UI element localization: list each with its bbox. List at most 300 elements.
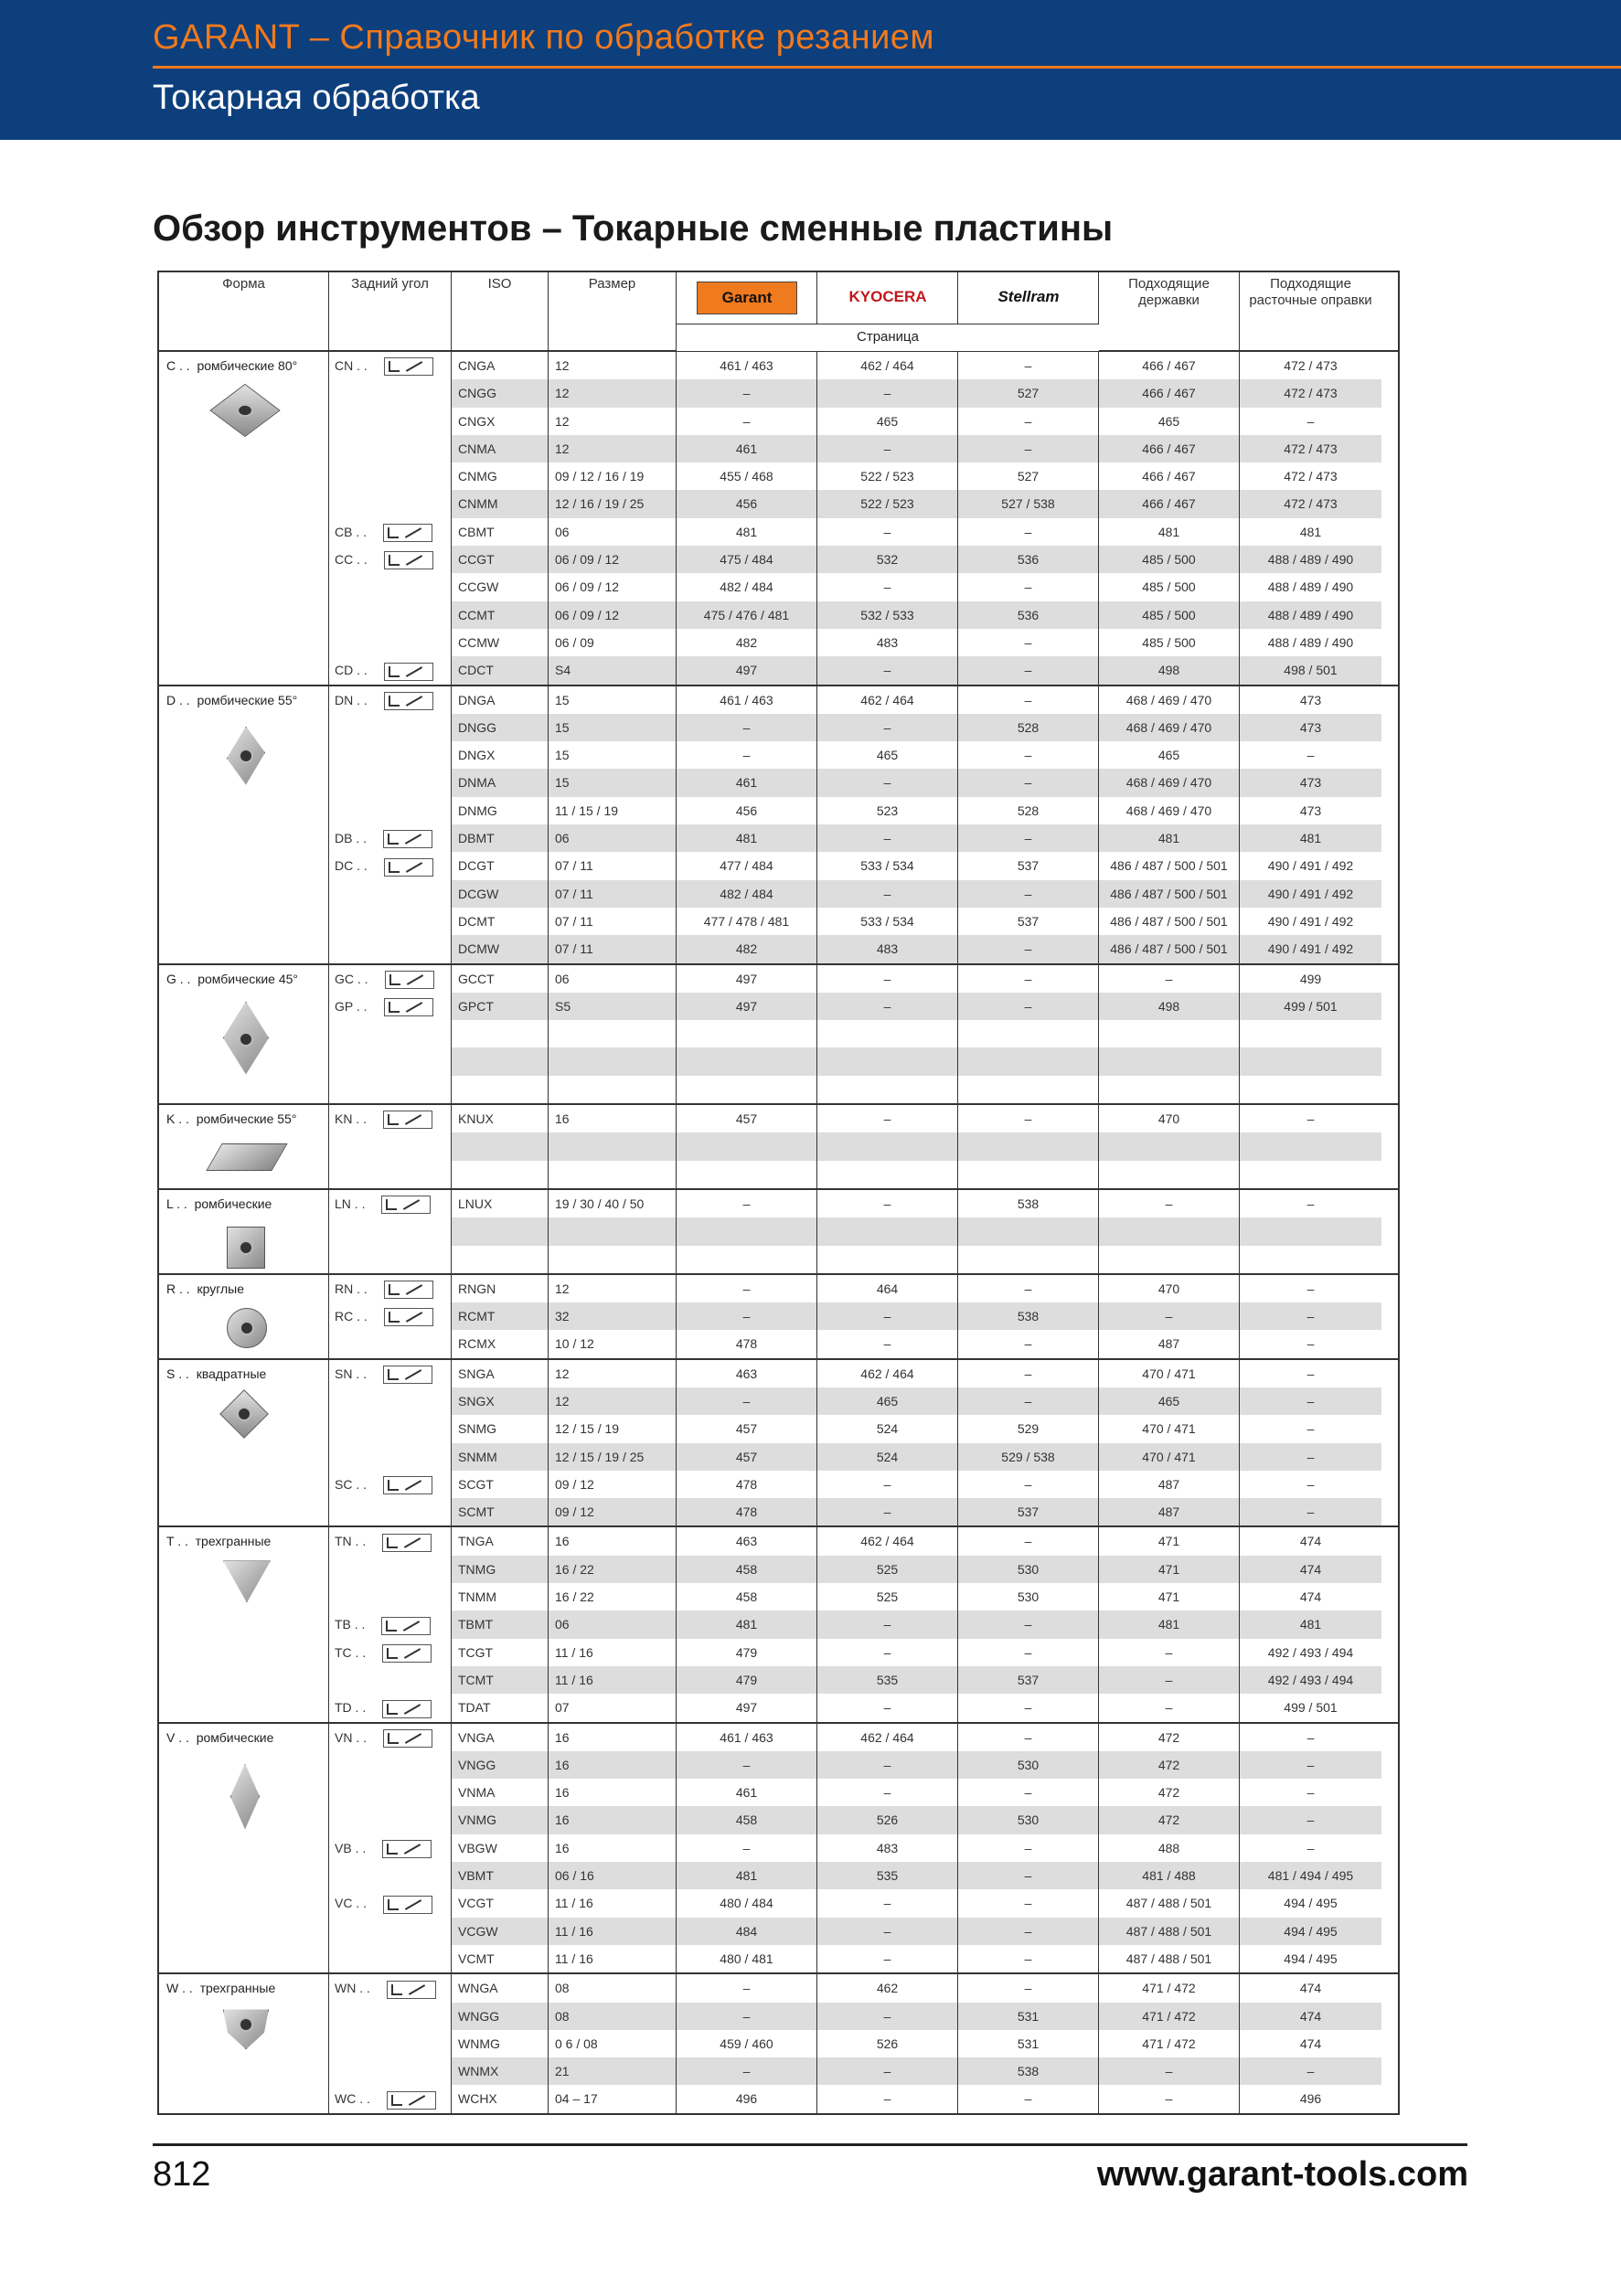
iso-cell: LNUX [452, 1190, 549, 1217]
table-row [159, 686, 1398, 714]
page-ref-cell: – [1240, 1751, 1381, 1779]
table-row [159, 601, 1398, 629]
angle-cell [329, 1666, 452, 1694]
page-ref-cell: – [1306, 1366, 1315, 1381]
angle-cell [329, 1275, 452, 1302]
page-ref-cell: 472 [1099, 1724, 1240, 1751]
page-ref-cell: – [958, 769, 1099, 796]
angle-cell [329, 852, 452, 879]
page-ref-cell: 494 / 495 [1240, 1918, 1381, 1945]
page-ref-cell: 472 [1099, 1751, 1240, 1779]
size-cell: 12 [549, 1360, 677, 1387]
form-cell [159, 1889, 329, 1917]
prefix-label: KN . . [335, 1111, 368, 1127]
iso-cell: SNMG [452, 1415, 549, 1442]
insert-group [159, 1360, 1398, 1528]
page-ref-cell [1240, 1246, 1381, 1273]
page-ref-cell: 481 [677, 518, 817, 546]
page-ref-cell: – [677, 1302, 817, 1330]
group-label [159, 1105, 329, 1132]
angle-cell [329, 1862, 452, 1889]
page-ref-cell: – [958, 686, 1099, 714]
page-ref-cell: – [817, 656, 958, 684]
page-ref-cell: – [677, 1834, 817, 1862]
size-cell: 07 / 11 [549, 908, 677, 935]
page-ref-cell: 466 / 467 [1099, 435, 1240, 462]
table-row [159, 408, 1398, 435]
page-ref-cell [958, 1246, 1099, 1273]
page-ref-cell: 538 [958, 1190, 1099, 1217]
iso-cell: DNMG [452, 797, 549, 824]
page-ref-cell: – [817, 1498, 958, 1525]
page-ref-cell [958, 1132, 1099, 1160]
form-cell [159, 629, 329, 656]
table-row [159, 1583, 1398, 1610]
page-ref-cell: 480 / 481 [677, 1945, 817, 1972]
page-ref-cell: 488 / 489 / 490 [1240, 546, 1381, 573]
angle-cell [329, 1751, 452, 1779]
form-cell [159, 1666, 329, 1694]
page-ref-cell: 470 / 471 [1099, 1360, 1240, 1387]
page-ref-cell: 471 / 472 [1099, 2030, 1240, 2057]
iso-cell: VCGT [452, 1889, 549, 1917]
clearance-angle-icon [385, 971, 434, 989]
page-ref-cell: 474 [1299, 1589, 1322, 1605]
page-ref-cell: 482 / 484 [677, 880, 817, 908]
page-ref-cell [677, 1047, 817, 1075]
iso-cell: CBMT [452, 518, 549, 546]
header-subtitle: Токарная обработка [153, 79, 480, 117]
page-ref-cell [817, 1047, 958, 1075]
angle-cell [329, 714, 452, 741]
angle-cell [329, 1889, 452, 1917]
insert-group [159, 1724, 1398, 1975]
page-ref-cell: 461 / 463 [677, 352, 817, 379]
page-ref-cell: 473 [1299, 803, 1322, 818]
angle-cell [329, 1779, 452, 1806]
prefix-label: GP . . [335, 998, 368, 1014]
page-ref-cell: – [817, 1639, 958, 1666]
page-ref-cell: – [677, 1974, 817, 2002]
page-ref-cell: 457 [677, 1415, 817, 1442]
page-ref-cell: 487 [1099, 1471, 1240, 1498]
page-ref-cell: 530 [958, 1751, 1099, 1779]
table-row [159, 656, 1398, 684]
angle-cell [329, 1076, 452, 1103]
page-ref-cell: – [958, 573, 1099, 601]
page-ref-cell: – [1099, 1694, 1240, 1721]
page-ref-cell [817, 1217, 958, 1245]
page-ref-cell: – [817, 435, 958, 462]
iso-cell: VCMT [452, 1945, 549, 1972]
size-cell: 16 [549, 1834, 677, 1862]
page-ref-cell: – [958, 1387, 1099, 1415]
size-cell: 09 / 12 [549, 1498, 677, 1525]
form-cell [159, 1076, 329, 1103]
prefix-label: DC . . [335, 858, 368, 874]
iso-cell: WCHX [452, 2085, 549, 2112]
table-row [159, 573, 1398, 601]
angle-cell [329, 490, 452, 517]
table-row [159, 1779, 1398, 1806]
size-cell: 19 / 30 / 40 / 50 [549, 1190, 677, 1217]
page-ref-cell: – [817, 714, 958, 741]
page-ref-cell: – [677, 1387, 817, 1415]
table-row [159, 1862, 1398, 1889]
group-name: ромбические 55° [197, 692, 298, 707]
iso-cell: CCGT [452, 546, 549, 573]
iso-cell [452, 1246, 549, 1273]
group-name: ромбические [196, 1729, 274, 1745]
page-ref-cell: 528 [958, 714, 1099, 741]
page-ref-cell: 472 / 473 [1240, 435, 1381, 462]
table-row [159, 1330, 1398, 1357]
page-ref-cell: 529 / 538 [958, 1443, 1099, 1471]
page-ref-cell: 522 / 523 [817, 462, 958, 490]
table-row [159, 518, 1398, 546]
size-cell: 04 – 17 [549, 2085, 677, 2112]
page-ref-cell: 482 [677, 935, 817, 962]
page-ref-cell: 474 [1299, 1981, 1322, 1996]
iso-cell: CNMG [452, 462, 549, 490]
size-cell: 06 [549, 1610, 677, 1638]
page-ref-cell: 470 / 471 [1099, 1415, 1240, 1442]
group-label [159, 352, 329, 379]
group-code: G . . [166, 971, 191, 986]
page-ref-cell: – [1240, 1498, 1381, 1525]
page-ref-cell [1240, 1047, 1381, 1075]
page-ref-cell: 465 [817, 1387, 958, 1415]
page-ref-cell [1099, 1020, 1240, 1047]
table-row [159, 435, 1398, 462]
iso-cell: DCMW [452, 935, 549, 962]
table-row [159, 908, 1398, 935]
clearance-angle-icon [384, 858, 433, 877]
table-row [159, 2003, 1398, 2030]
page-ref-cell [958, 1161, 1099, 1188]
angle-cell [329, 1471, 452, 1498]
size-cell: 12 [549, 435, 677, 462]
clearance-angle-icon [384, 357, 433, 376]
group-name: ромбические 80° [197, 358, 298, 373]
size-cell: 0 6 / 08 [549, 2030, 677, 2057]
iso-cell: WNMG [452, 2030, 549, 2057]
page-ref-cell: – [677, 408, 817, 435]
insert-group [159, 686, 1398, 965]
page-ref-cell: 488 / 489 / 490 [1240, 601, 1381, 629]
iso-cell: DCGW [452, 880, 549, 908]
angle-cell [329, 379, 452, 407]
col-holders: Подходящие державки [1099, 272, 1240, 350]
angle-cell [329, 2030, 452, 2057]
prefix-label: WN . . [335, 1981, 370, 1996]
page-label: Страница [677, 324, 1099, 351]
iso-cell: TDAT [452, 1694, 549, 1721]
table-row [159, 1047, 1398, 1075]
form-cell [159, 1862, 329, 1889]
size-cell: 06 / 16 [549, 1862, 677, 1889]
page-ref-cell: 537 [958, 1666, 1099, 1694]
table-row [159, 1666, 1398, 1694]
form-cell [159, 2057, 329, 2085]
page-ref-cell: 461 [677, 1779, 817, 1806]
group-label [159, 965, 329, 993]
size-cell [549, 1161, 677, 1188]
page-ref-cell: 462 / 464 [817, 1527, 958, 1555]
page-ref-cell: 479 [677, 1639, 817, 1666]
group-label [159, 1974, 329, 2002]
page-ref-cell: 538 [958, 1302, 1099, 1330]
iso-cell: CNMM [452, 490, 549, 517]
form-cell [159, 656, 329, 684]
iso-cell: GPCT [452, 993, 549, 1020]
page-ref-cell: 498 / 501 [1240, 656, 1381, 684]
iso-cell: SNMM [452, 1443, 549, 1471]
page-ref-cell: – [817, 965, 958, 993]
group-name: ромбические [194, 1196, 272, 1211]
page-ref-cell [958, 1217, 1099, 1245]
page-ref-cell: 461 / 463 [677, 1724, 817, 1751]
size-cell: 12 / 15 / 19 [549, 1415, 677, 1442]
table-row [159, 1076, 1398, 1103]
size-cell: 16 [549, 1724, 677, 1751]
table-row [159, 1556, 1398, 1583]
col-stellram [958, 272, 1099, 324]
page-ref-cell: 483 [817, 1834, 958, 1862]
page-ref-cell: 466 / 467 [1099, 490, 1240, 517]
page-ref-cell: – [958, 824, 1099, 852]
page-ref-cell: 522 / 523 [817, 490, 958, 517]
page-ref-cell: 533 / 534 [817, 852, 958, 879]
size-cell: 09 / 12 / 16 / 19 [549, 462, 677, 490]
iso-cell [452, 1161, 549, 1188]
iso-cell [452, 1020, 549, 1047]
group-code: T . . [166, 1534, 188, 1549]
page-ref-cell: – [817, 1779, 958, 1806]
page-ref-cell: – [1306, 1785, 1315, 1801]
size-cell: 08 [549, 1974, 677, 2002]
iso-cell: DNGX [452, 741, 549, 769]
table-row [159, 1161, 1398, 1188]
iso-cell: DNMA [452, 769, 549, 796]
angle-cell [329, 1556, 452, 1583]
page-ref-cell: 525 [817, 1583, 958, 1610]
prefix-label: DN . . [335, 692, 368, 707]
page-ref-cell: 490 / 491 / 492 [1267, 913, 1354, 929]
page-ref-cell: – [958, 1471, 1099, 1498]
size-cell: 11 / 16 [549, 1889, 677, 1917]
iso-cell: RCMT [452, 1302, 549, 1330]
page-ref-cell: 490 / 491 / 492 [1267, 858, 1354, 874]
insert-group [159, 1974, 1398, 2112]
table-header [159, 272, 1398, 352]
size-cell: S5 [549, 993, 677, 1020]
page-ref-cell: 530 [958, 1583, 1099, 1610]
page-ref-cell: 456 [677, 490, 817, 517]
page-ref-cell: 487 / 488 / 501 [1099, 1918, 1240, 1945]
table-row [159, 880, 1398, 908]
page-ref-cell: 526 [817, 1806, 958, 1834]
page-ref-cell: 481 [1240, 1610, 1381, 1638]
group-name: квадратные [196, 1366, 267, 1381]
prefix-label: WC . . [335, 2091, 370, 2107]
angle-cell [329, 462, 452, 490]
angle-cell [329, 435, 452, 462]
angle-cell [329, 1190, 452, 1217]
size-cell: 12 [549, 352, 677, 379]
angle-cell [329, 1105, 452, 1132]
page-ref-cell: – [958, 1360, 1099, 1387]
angle-cell [329, 1945, 452, 1972]
size-cell: 12 [549, 379, 677, 407]
page-ref-cell: 465 [1099, 408, 1240, 435]
page-ref-cell: 465 [817, 408, 958, 435]
size-cell [549, 1047, 677, 1075]
page-ref-cell: 468 / 469 / 470 [1099, 686, 1240, 714]
col-boring: Подходящие расточные оправки [1249, 276, 1372, 308]
angle-cell [329, 352, 452, 379]
form-cell [159, 1834, 329, 1862]
page-ref-cell: – [817, 2003, 958, 2030]
page-ref-cell: – [958, 1330, 1099, 1357]
angle-cell [329, 1639, 452, 1666]
clearance-angle-icon [384, 1281, 433, 1299]
angle-cell [329, 1360, 452, 1387]
page-ref-cell [1240, 1020, 1381, 1047]
iso-cell: GCCT [452, 965, 549, 993]
page-ref-cell: 481 [677, 1862, 817, 1889]
iso-cell: VCGW [452, 1918, 549, 1945]
size-cell: 16 / 22 [549, 1583, 677, 1610]
size-cell [549, 1020, 677, 1047]
page-ref-cell: – [677, 1275, 817, 1302]
prefix-label: CN . . [335, 358, 368, 373]
page-ref-cell: 471 / 472 [1099, 2003, 1240, 2030]
angle-cell [329, 408, 452, 435]
page-ref-cell: 471 [1099, 1583, 1240, 1610]
angle-cell [329, 965, 452, 993]
page-ref-cell: 485 / 500 [1099, 573, 1240, 601]
table-row [159, 2057, 1398, 2085]
page-ref-cell: 470 [1099, 1105, 1240, 1132]
group-code: L . . [166, 1196, 187, 1211]
iso-cell: WNGA [452, 1974, 549, 2002]
page-ref-cell: 481 [1099, 824, 1240, 852]
table-row [159, 1918, 1398, 1945]
clearance-angle-icon [383, 1729, 432, 1748]
table-row [159, 1639, 1398, 1666]
form-cell [159, 908, 329, 935]
page-ref-cell [817, 1076, 958, 1103]
size-cell: 16 [549, 1751, 677, 1779]
col-angle: Задний угол [329, 272, 452, 350]
group-label [159, 1360, 329, 1387]
page-ref-cell: 457 [677, 1105, 817, 1132]
kyocera-logo: KYOCERA [848, 288, 927, 305]
angle-cell [329, 797, 452, 824]
size-cell: 06 [549, 518, 677, 546]
group-code: V . . [166, 1729, 189, 1745]
table-row [159, 462, 1398, 490]
group-label [159, 1275, 329, 1302]
table-row [159, 1443, 1398, 1471]
angle-cell [329, 1302, 452, 1330]
form-cell [159, 1471, 329, 1498]
page-ref-cell: – [817, 1945, 958, 1972]
iso-cell: CDCT [452, 656, 549, 684]
page-ref-cell: 455 / 468 [677, 462, 817, 490]
page-ref-cell: 492 / 493 / 494 [1240, 1666, 1381, 1694]
page-ref-cell: – [817, 1302, 958, 1330]
page-ref-cell: 537 [958, 1498, 1099, 1525]
clearance-angle-icon [384, 998, 433, 1016]
iso-cell: SNGX [452, 1387, 549, 1415]
prefix-label: CD . . [335, 663, 368, 678]
table-row [159, 1360, 1398, 1387]
form-cell [159, 880, 329, 908]
size-cell: 11 / 16 [549, 1639, 677, 1666]
page-ref-cell: 462 / 464 [817, 352, 958, 379]
group-code: R . . [166, 1281, 190, 1296]
page-ref-cell: – [817, 880, 958, 908]
size-cell [549, 1246, 677, 1273]
col-garant [677, 272, 817, 324]
size-cell: 32 [549, 1302, 677, 1330]
page-ref-cell: 458 [677, 1806, 817, 1834]
angle-cell [329, 1217, 452, 1245]
table-row [159, 1527, 1398, 1555]
website-link[interactable]: www.garant-tools.com [1096, 2155, 1468, 2194]
iso-cell: RNGN [452, 1275, 549, 1302]
group-name: ромбические 45° [197, 971, 298, 986]
form-cell [159, 462, 329, 490]
angle-cell [329, 1583, 452, 1610]
prefix-label: SN . . [335, 1366, 368, 1381]
page-ref-cell [1099, 1076, 1240, 1103]
page-ref-cell: 466 / 467 [1099, 352, 1240, 379]
clearance-angle-icon [382, 1700, 432, 1718]
clearance-angle-icon [383, 1476, 432, 1494]
page-ref-cell: 529 [958, 1415, 1099, 1442]
page-ref-cell [677, 1076, 817, 1103]
angle-cell [329, 1161, 452, 1188]
iso-cell: RCMX [452, 1330, 549, 1357]
page-ref-cell: 486 / 487 / 500 / 501 [1099, 880, 1240, 908]
table-row [159, 1387, 1398, 1415]
size-cell [549, 1217, 677, 1245]
page-ref-cell: – [958, 1945, 1099, 1972]
page-ref-cell: 487 / 488 / 501 [1099, 1945, 1240, 1972]
page-ref-cell: 481 [1099, 1610, 1240, 1638]
table-row [159, 1275, 1398, 1302]
table-row [159, 935, 1398, 962]
angle-cell [329, 741, 452, 769]
page-ref-cell: 490 / 491 / 492 [1240, 880, 1381, 908]
page-ref-cell [1240, 1217, 1381, 1245]
angle-cell [329, 880, 452, 908]
size-cell: 16 [549, 1779, 677, 1806]
table-row [159, 1190, 1398, 1217]
page-title: Обзор инструментов – Токарные сменные пластины [153, 208, 1114, 249]
page-ref-cell: 480 / 484 [677, 1889, 817, 1917]
page-ref-cell: 533 / 534 [817, 908, 958, 935]
size-cell: 08 [549, 2003, 677, 2030]
clearance-angle-icon [387, 2091, 436, 2110]
size-cell: 12 [549, 1387, 677, 1415]
table-row [159, 769, 1398, 796]
page-ref-cell: 481 [1099, 518, 1240, 546]
page-ref-cell: 481 / 494 / 495 [1240, 1862, 1381, 1889]
